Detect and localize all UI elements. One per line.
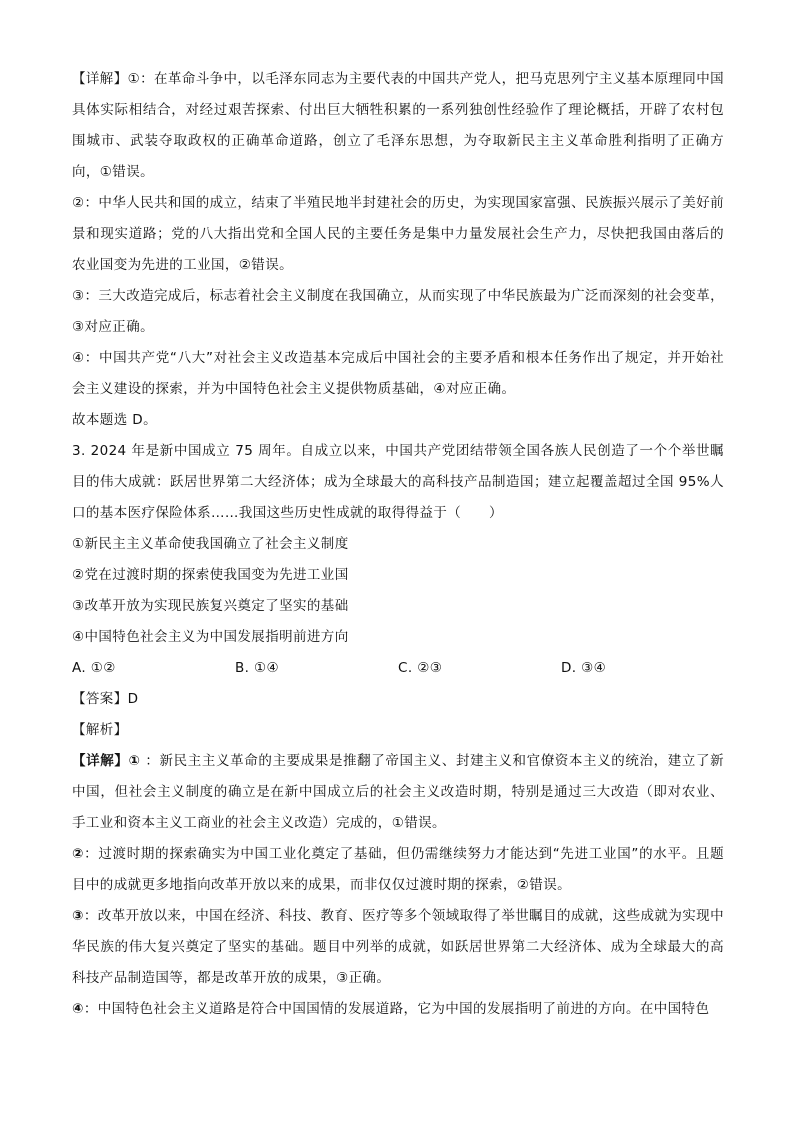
detail-1-text: ：新民主主义革命的主要成果是推翻了帝国主义、封建主义和官僚资本主义的统治，建立了新中国，但社会主义制度的确立是在新中国成立后的社会主义改造时期，特别是通过三大改造（即对农业、手工业和资本主义工商业的社会主义改造）完成的，①错误。	[72, 753, 724, 831]
answer-options	[72, 653, 724, 684]
explanation-paragraph-2: ②：中华人民共和国的成立，结束了半殖民地半封建社会的历史，为实现国家富强、民族振兴展示了美好前景和现实道路；党的八大指出党和全国人民的主要任务是集中力量发展社会生产力，尽快把我国由落后的农业国变为先进的工业国，②错误。	[72, 195, 724, 273]
statement-3: ③改革开放为实现民族复兴奠定了坚实的基础	[72, 598, 349, 614]
explanation-paragraph-3: ③：三大改造完成后，标志着社会主义制度在我国确立，从而实现了中华民族最为广泛而深刻的社会变革，③对应正确。	[72, 288, 724, 335]
answer-line: 【答案】D	[72, 691, 139, 707]
option-a: A. ①②	[72, 660, 116, 676]
option-b: B. ①④	[235, 660, 280, 676]
detail-3-label: ③	[72, 908, 84, 924]
detail-paragraph-2	[72, 839, 724, 901]
detail-4-label: ④	[72, 1001, 84, 1017]
detail-paragraph-3	[72, 901, 724, 994]
conclusion-line: 故本题选 D。	[72, 412, 157, 428]
question-3-stem: 3. 2024 年是新中国成立 75 周年。自成立以来，中国共产党团结带领全国各族人民创造了一个个举世瞩目的伟大成就：跃居世界第二大经济体；成为全球最大的高科技产品制造国；建立起覆盖超过全国 95%人口的基本医疗保险体系……我国这些历史性成就的取得得益于（ ）	[72, 443, 724, 521]
detail-2-label: ②	[72, 846, 85, 862]
option-d: D. ③④	[561, 660, 607, 676]
detail-1-label: 【详解】①	[72, 753, 141, 769]
detail-paragraph-1	[72, 746, 724, 839]
detail-2-text: ：过渡时期的探索确实为中国工业化奠定了基础，但仍需继续努力才能达到“先进工业国”的水平。且题目中的成就更多地指向改革开放以来的成果，而非仅仅过渡时期的探索，②错误。	[72, 846, 724, 893]
statement-1: ①新民主主义革命使我国确立了社会主义制度	[72, 536, 349, 552]
statement-4: ④中国特色社会主义为中国发展指明前进方向	[72, 629, 349, 645]
option-c: C. ②③	[398, 660, 443, 676]
analysis-heading: 【解析】	[72, 722, 128, 738]
detail-4-text: ：中国特色社会主义道路是符合中国国情的发展道路，它为中国的发展指明了前进的方向。在中国特色	[83, 1001, 710, 1017]
document-body	[72, 64, 724, 1025]
detail-paragraph-4	[72, 994, 724, 1025]
explanation-paragraph-1: 【详解】①：在革命斗争中，以毛泽东同志为主要代表的中国共产党人，把马克思列宁主义基本原理同中国具体实际相结合，对经过艰苦探索、付出巨大牺牲积累的一系列独创性经验作了理论概括，开辟了农村包围城市、武装夺取政权的正确革命道路，创立了毛泽东思想，为夺取新民主主义革命胜利指明了正确方向，①错误。	[72, 71, 724, 180]
detail-3-text: ：改革开放以来，中国在经济、科技、教育、医疗等多个领域取得了举世瞩目的成就，这些成就为实现中华民族的伟大复兴奠定了坚实的基础。题目中列举的成就，如跃居世界第二大经济体、成为全球最大的高科技产品制造国等，都是改革开放的成果，③正确。	[72, 908, 724, 986]
statement-2: ②党在过渡时期的探索使我国变为先进工业国	[72, 567, 349, 583]
explanation-paragraph-4: ④：中国共产党“八大”对社会主义改造基本完成后中国社会的主要矛盾和根本任务作出了规定，并开始社会主义建设的探索，并为中国特色社会主义提供物质基础，④对应正确。	[72, 350, 724, 397]
